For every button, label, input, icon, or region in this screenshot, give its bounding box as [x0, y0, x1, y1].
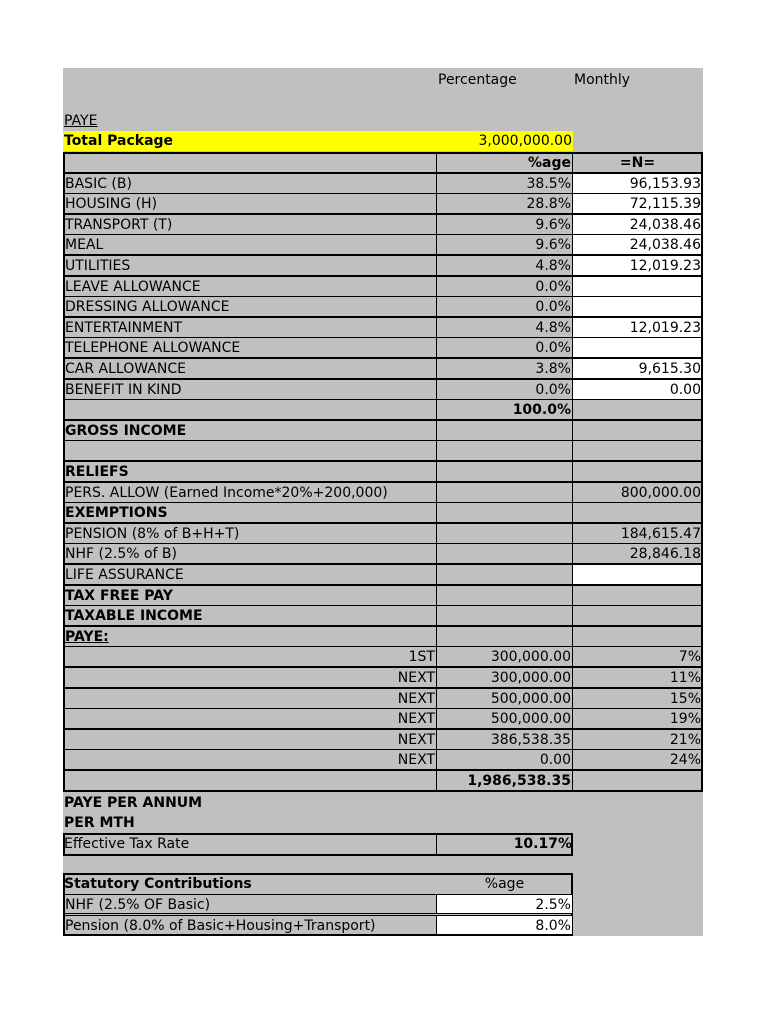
- tax-free-pay-pct: [436, 585, 573, 606]
- paye-bands-value: [572, 626, 703, 647]
- effective-tax-rate-label: Effective Tax Rate: [63, 834, 437, 854]
- component-label: MEAL: [63, 234, 437, 255]
- component-pct[interactable]: 38.5%: [436, 173, 573, 194]
- component-label: TRANSPORT (T): [63, 214, 437, 235]
- taxable-income-pct: [436, 605, 573, 626]
- component-label: ENTERTAINMENT: [63, 317, 437, 338]
- head-blank: [63, 152, 437, 173]
- component-monthly[interactable]: 96,153.93: [572, 173, 703, 194]
- header-monthly: Monthly: [574, 72, 631, 88]
- component-pct[interactable]: 4.8%: [436, 317, 573, 338]
- tax-free-pay-value: [572, 585, 703, 606]
- pers-allow-value: 800,000.00: [572, 482, 703, 503]
- component-pct[interactable]: 3.8%: [436, 358, 573, 379]
- band-label: NEXT: [63, 688, 437, 709]
- pers-allow-label: PERS. ALLOW (Earned Income*20%+200,000): [63, 482, 437, 503]
- band-amount: 300,000.00: [436, 646, 573, 667]
- spacer-row: [63, 440, 437, 461]
- effective-tax-rate-value: 10.17%: [513, 836, 572, 852]
- total-package-value[interactable]: 3,000,000.00: [436, 131, 573, 151]
- band-rate: 7%: [572, 646, 703, 667]
- component-monthly[interactable]: 12,019.23: [572, 317, 703, 338]
- component-label: BASIC (B): [63, 173, 437, 194]
- band-rate: 15%: [572, 688, 703, 709]
- band-amount: 386,538.35: [436, 729, 573, 750]
- bands-total: 1,986,538.35: [436, 770, 573, 791]
- band-label: NEXT: [63, 667, 437, 688]
- pers-allow-pct: [436, 482, 573, 503]
- statutory-pct-head: %age: [484, 876, 525, 892]
- per-month-label: PER MTH: [64, 815, 135, 831]
- taxable-income-value: [572, 605, 703, 626]
- band-label: NEXT: [63, 749, 437, 770]
- band-rate: 11%: [572, 667, 703, 688]
- statutory-pension-label: Pension (8.0% of Basic+Housing+Transport): [63, 915, 437, 935]
- component-pct[interactable]: 0.0%: [436, 379, 573, 400]
- gross-income-label: GROSS INCOME: [63, 420, 437, 441]
- bands-total-blank-3: [572, 770, 703, 791]
- gross-income-value: [572, 420, 703, 441]
- life-assurance-label: LIFE ASSURANCE: [63, 564, 437, 585]
- band-rate: 21%: [572, 729, 703, 750]
- component-label: DRESSING ALLOWANCE: [63, 296, 437, 317]
- spacer-row: [436, 440, 573, 461]
- nhf-value: 28,846.18: [572, 543, 703, 564]
- component-monthly[interactable]: 24,038.46: [572, 234, 703, 255]
- band-label: NEXT: [63, 708, 437, 729]
- exemptions-title: EXEMPTIONS: [63, 502, 437, 523]
- gross-income-pct: [436, 420, 573, 441]
- component-monthly[interactable]: [572, 337, 703, 358]
- component-label: BENEFIT IN KIND: [63, 379, 437, 400]
- component-pct[interactable]: 0.0%: [436, 276, 573, 297]
- band-label: 1ST: [63, 646, 437, 667]
- statutory-nhf-label: NHF (2.5% OF Basic): [63, 894, 437, 914]
- nhf-pct: [436, 543, 573, 564]
- band-label: NEXT: [63, 729, 437, 750]
- paye-per-annum-label: PAYE PER ANNUM: [64, 795, 203, 811]
- band-rate: 24%: [572, 749, 703, 770]
- exemptions-pct: [436, 502, 573, 523]
- reliefs-title: RELIEFS: [63, 461, 437, 482]
- spacer-row: [572, 440, 703, 461]
- bands-total-blank: [63, 770, 437, 791]
- paye-bands-title: PAYE:: [63, 626, 437, 647]
- component-pct[interactable]: 0.0%: [436, 337, 573, 358]
- nhf-label: NHF (2.5% of B): [63, 543, 437, 564]
- header-percentage: Percentage: [438, 72, 517, 88]
- component-label: CAR ALLOWANCE: [63, 358, 437, 379]
- component-monthly[interactable]: 9,615.30: [572, 358, 703, 379]
- paye-title: PAYE: [64, 113, 98, 129]
- component-pct[interactable]: 4.8%: [436, 255, 573, 276]
- component-label: LEAVE ALLOWANCE: [63, 276, 437, 297]
- component-label: UTILITIES: [63, 255, 437, 276]
- component-monthly[interactable]: 72,115.39: [572, 193, 703, 214]
- pension-pct: [436, 523, 573, 544]
- statutory-pension-value[interactable]: 8.0%: [436, 915, 573, 935]
- component-pct[interactable]: 0.0%: [436, 296, 573, 317]
- component-monthly[interactable]: 24,038.46: [572, 214, 703, 235]
- component-pct[interactable]: 9.6%: [436, 214, 573, 235]
- exemptions-value: [572, 502, 703, 523]
- component-label: TELEPHONE ALLOWANCE: [63, 337, 437, 358]
- band-amount: 300,000.00: [436, 667, 573, 688]
- total-blank-3: [572, 399, 703, 420]
- band-amount: 500,000.00: [436, 708, 573, 729]
- pension-label: PENSION (8% of B+H+T): [63, 523, 437, 544]
- head-pct: %age: [436, 152, 573, 173]
- head-naira: =N=: [572, 152, 703, 173]
- tax-free-pay-label: TAX FREE PAY: [63, 585, 437, 606]
- pension-value: 184,615.47: [572, 523, 703, 544]
- component-monthly[interactable]: [572, 296, 703, 317]
- component-monthly[interactable]: [572, 276, 703, 297]
- component-label: HOUSING (H): [63, 193, 437, 214]
- component-monthly[interactable]: 0.00: [572, 379, 703, 400]
- band-rate: 19%: [572, 708, 703, 729]
- component-pct[interactable]: 9.6%: [436, 234, 573, 255]
- band-amount: 0.00: [436, 749, 573, 770]
- taxable-income-label: TAXABLE INCOME: [63, 605, 437, 626]
- component-pct[interactable]: 28.8%: [436, 193, 573, 214]
- band-amount: 500,000.00: [436, 688, 573, 709]
- component-monthly[interactable]: 12,019.23: [572, 255, 703, 276]
- life-assurance-pct: [436, 564, 573, 585]
- total-package-label[interactable]: Total Package: [63, 131, 437, 151]
- paye-bands-pct: [436, 626, 573, 647]
- reliefs-value: [572, 461, 703, 482]
- life-assurance-value[interactable]: [572, 564, 703, 585]
- statutory-title: Statutory Contributions: [64, 876, 252, 892]
- total-pct: 100.0%: [436, 399, 573, 420]
- reliefs-pct: [436, 461, 573, 482]
- total-blank: [63, 399, 437, 420]
- statutory-nhf-value[interactable]: 2.5%: [436, 894, 573, 914]
